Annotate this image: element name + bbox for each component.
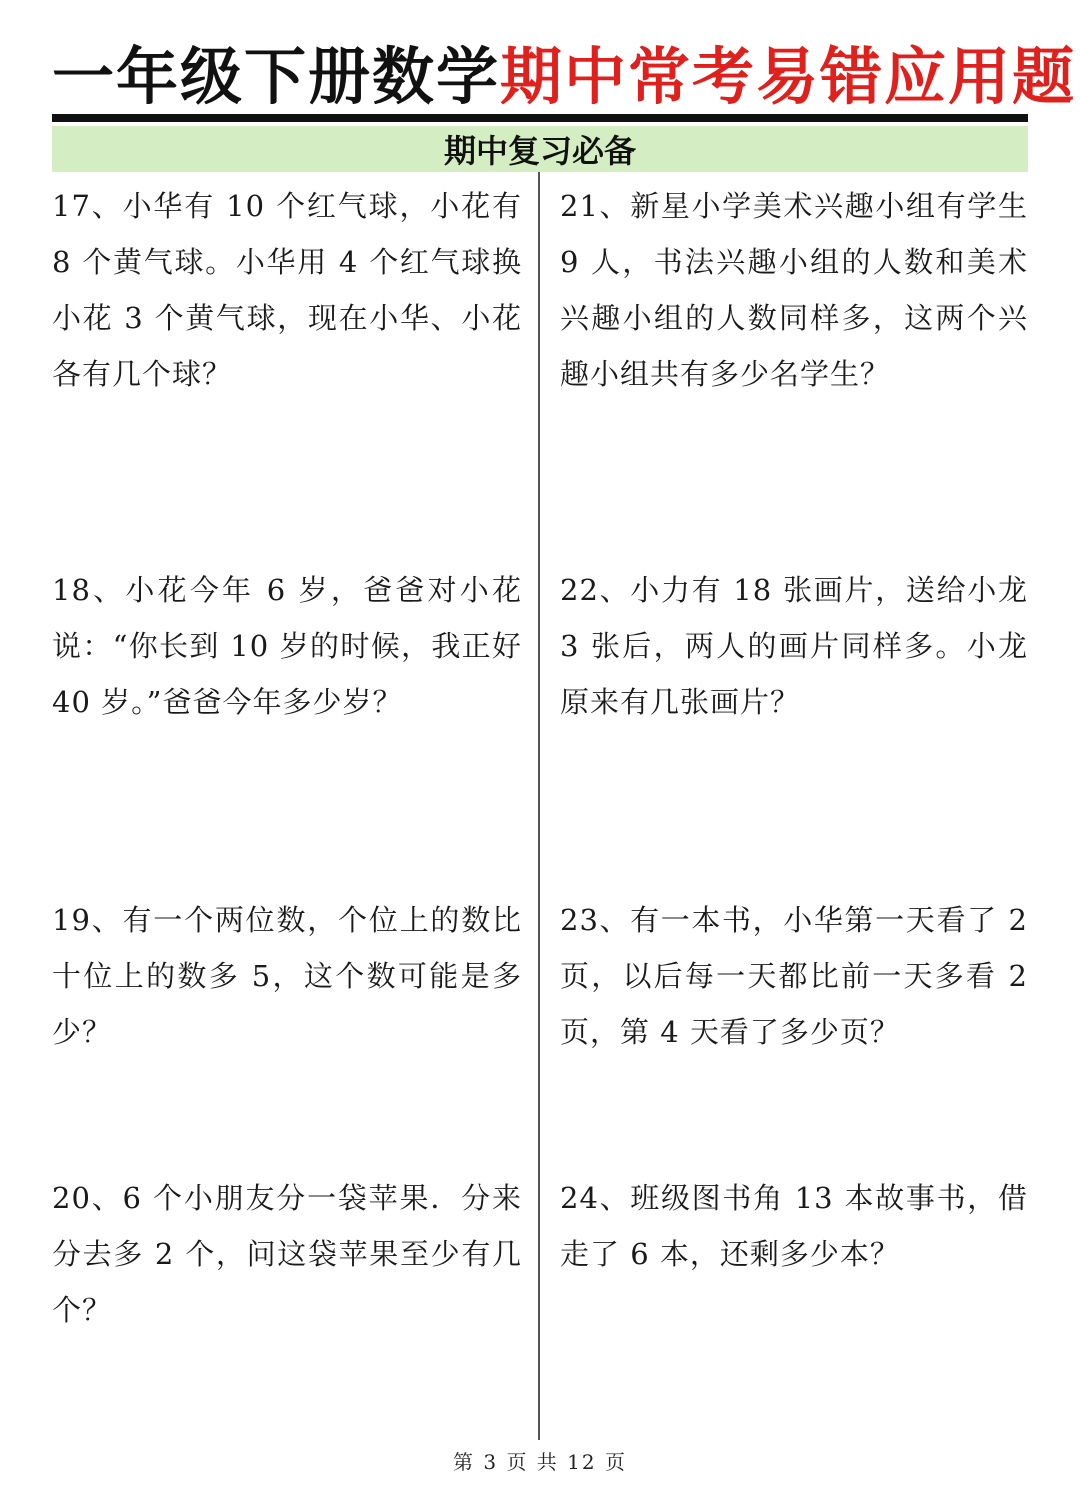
title-black-part: 一年级下册数学	[52, 40, 501, 113]
title-red-part: 期中常考易错应用题	[500, 40, 1077, 113]
question-17: 17、小华有 10 个红气球，小花有 8 个黄气球。小华用 4 个红气球换小花 3 个黄气球，现在小华、小花各有几个球？	[52, 189, 522, 391]
question-24: 24、班级图书角 13 本故事书，借走了 6 本，还剩多少本？	[560, 1181, 1028, 1271]
page-number: 第 3 页 共 12 页	[453, 1450, 627, 1474]
question-22: 22、小力有 18 张画片，送给小龙 3 张后，两人的画片同样多。小龙原来有几张画片？	[560, 573, 1028, 719]
banner-label: 期中复习必备	[443, 132, 636, 170]
question-19: 19、有一个两位数，个位上的数比十位上的数多 5，这个数可能是多少？	[52, 903, 522, 1049]
column-divider	[538, 172, 540, 1440]
question-18: 18、小花今年 6 岁，爸爸对小花说：“你长到 10 岁的时候，我正好 40 岁。”爸爸今年多少岁？	[52, 573, 522, 719]
title-underline	[52, 114, 1028, 122]
question-20: 20、6 个小朋友分一袋苹果．分来分去多 2 个，问这袋苹果至少有几个？	[52, 1181, 522, 1327]
question-23: 23、有一本书，小华第一天看了 2 页，以后每一天都比前一天多看 2 页，第 4 天看了多少页？	[560, 903, 1028, 1049]
page-title	[52, 40, 1077, 114]
section-banner	[52, 126, 1028, 172]
question-21: 21、新星小学美术兴趣小组有学生 9 人，书法兴趣小组的人数和美术兴趣小组的人数同样多，这两个兴趣小组共有多少名学生？	[560, 189, 1028, 391]
